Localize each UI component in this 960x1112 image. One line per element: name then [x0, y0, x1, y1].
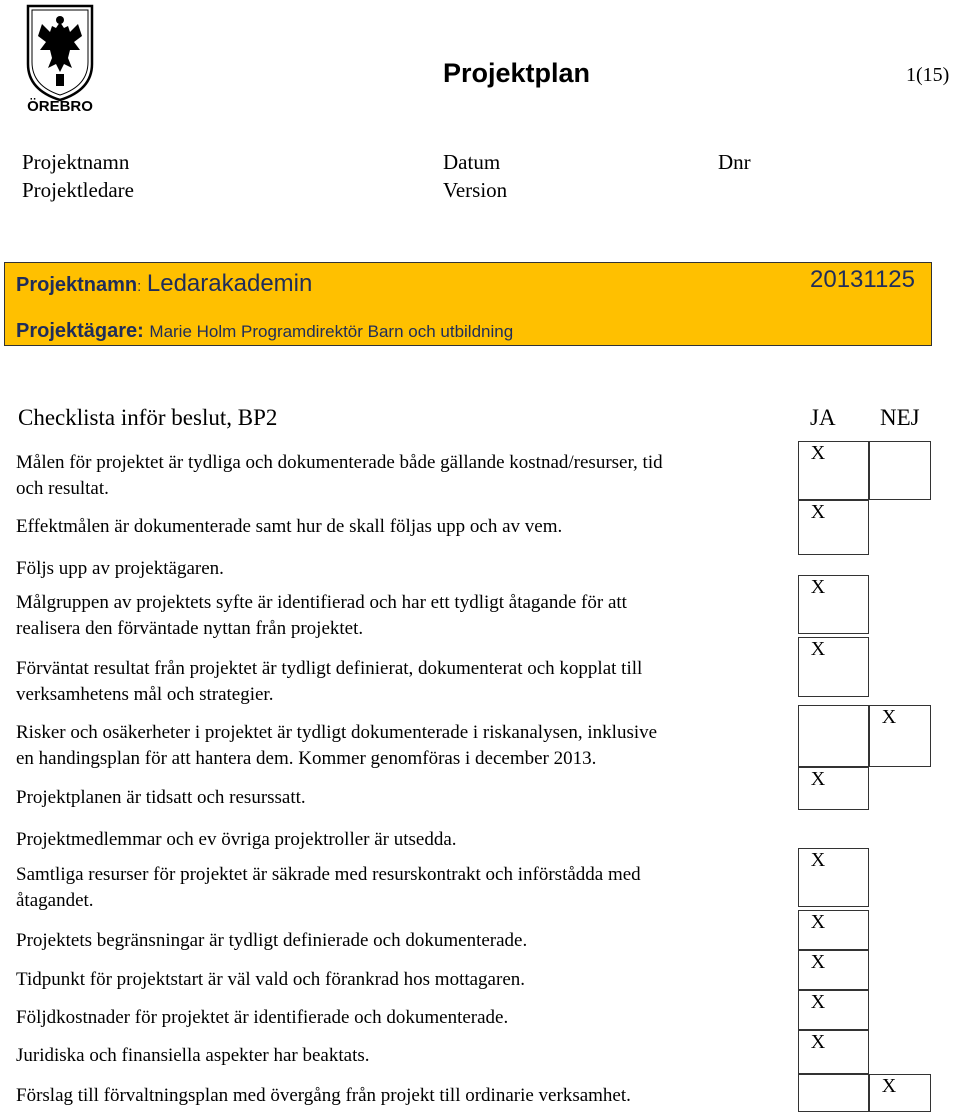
column-header-ja: JA [810, 405, 836, 430]
checklist-item-text: Tidpunkt för projektstart är väl vald och förankrad hos mottagaren. [16, 969, 526, 990]
ja-check-mark: X [810, 768, 826, 790]
ja-cell[interactable] [798, 1074, 869, 1112]
logo-text: ÖREBRO [27, 98, 93, 115]
summary-projektagare [16, 320, 513, 343]
ja-check-mark: X [810, 1031, 826, 1053]
nej-cell[interactable] [869, 441, 931, 500]
column-header-nej: NEJ [880, 405, 920, 430]
checklist-item-text: Följs upp av projektägaren. [16, 558, 224, 579]
checklist-item-text: Projektets begränsningar är tydligt definierade och dokumenterade. [16, 930, 528, 951]
checklist-item-text: Risker och osäkerheter i projektet är tydligt dokumenterade i riskanalysen, inklusive [16, 722, 658, 743]
summary-projektagare-label: Projektägare: [16, 320, 144, 342]
checklist-item-text: Förväntat resultat från projektet är tydligt definierat, dokumenterat och kopplat till [16, 658, 643, 679]
ja-check-mark: X [810, 911, 826, 933]
summary-projektnamn-separator: : [137, 278, 142, 295]
projektnamn-label: Projektnamn [22, 150, 130, 174]
checklist-item-text: Juridiska och finansiella aspekter har beaktats. [16, 1045, 370, 1066]
ja-check-mark: X [810, 576, 826, 598]
ja-check-mark: X [810, 849, 826, 871]
summary-projektnamn [16, 270, 312, 298]
checklist-item-text: och resultat. [16, 478, 109, 499]
datum-label: Datum [443, 150, 501, 174]
summary-projektagare-value: Marie Holm Programdirektör Barn och utbildning [149, 322, 514, 341]
dnr-label: Dnr [718, 150, 751, 174]
summary-projektnamn-label: Projektnamn [16, 274, 138, 296]
summary-projektnamn-value: Ledarakademin [146, 270, 313, 297]
checklist-item-text: en handingsplan för att hantera dem. Kommer genomföras i december 2013. [16, 748, 597, 769]
checklist-item-text: Projektmedlemmar och ev övriga projektroller är utsedda. [16, 829, 457, 850]
ja-check-mark: X [810, 951, 826, 973]
version-label: Version [443, 178, 508, 202]
nej-check-mark: X [881, 1075, 897, 1097]
project-summary-box [4, 262, 932, 346]
ja-check-mark: X [810, 442, 826, 464]
checklist-item-text: realisera den förväntade nyttan från projektet. [16, 618, 364, 639]
checklist-item-text: verksamhetens mål och strategier. [16, 684, 274, 705]
checklist-item-text: Projektplanen är tidsatt och resurssatt. [16, 787, 306, 808]
checklist-item-text: Målgruppen av projektets syfte är identifierad och har ett tydligt åtagande för att [16, 592, 627, 613]
summary-date: 20131125 [810, 266, 915, 293]
checklist-item-text: åtagandet. [16, 890, 94, 911]
checklist-item-text: Samtliga resurser för projektet är säkrade med resurskontrakt och införstådda med [16, 864, 641, 885]
checklist-item-text: Förslag till förvaltningsplan med övergång från projekt till ordinarie verksamhet. [16, 1085, 631, 1106]
ja-check-mark: X [810, 501, 826, 523]
ja-cell[interactable] [798, 705, 869, 767]
page-number: 1(15) [906, 64, 950, 86]
checklist-item-text: Följdkostnader för projektet är identifierade och dokumenterade. [16, 1007, 509, 1028]
ja-check-mark: X [810, 638, 826, 660]
checklist-title: Checklista inför beslut, BP2 [18, 405, 278, 430]
document-title: Projektplan [443, 58, 591, 88]
projektledare-label: Projektledare [22, 178, 134, 202]
checklist-item-text: Effektmålen är dokumenterade samt hur de skall följas upp och av vem. [16, 516, 563, 537]
nej-check-mark: X [881, 706, 897, 728]
checklist-item-text: Målen för projektet är tydliga och dokumenterade både gällande kostnad/resurser, tid [16, 452, 663, 473]
ja-check-mark: X [810, 991, 826, 1013]
